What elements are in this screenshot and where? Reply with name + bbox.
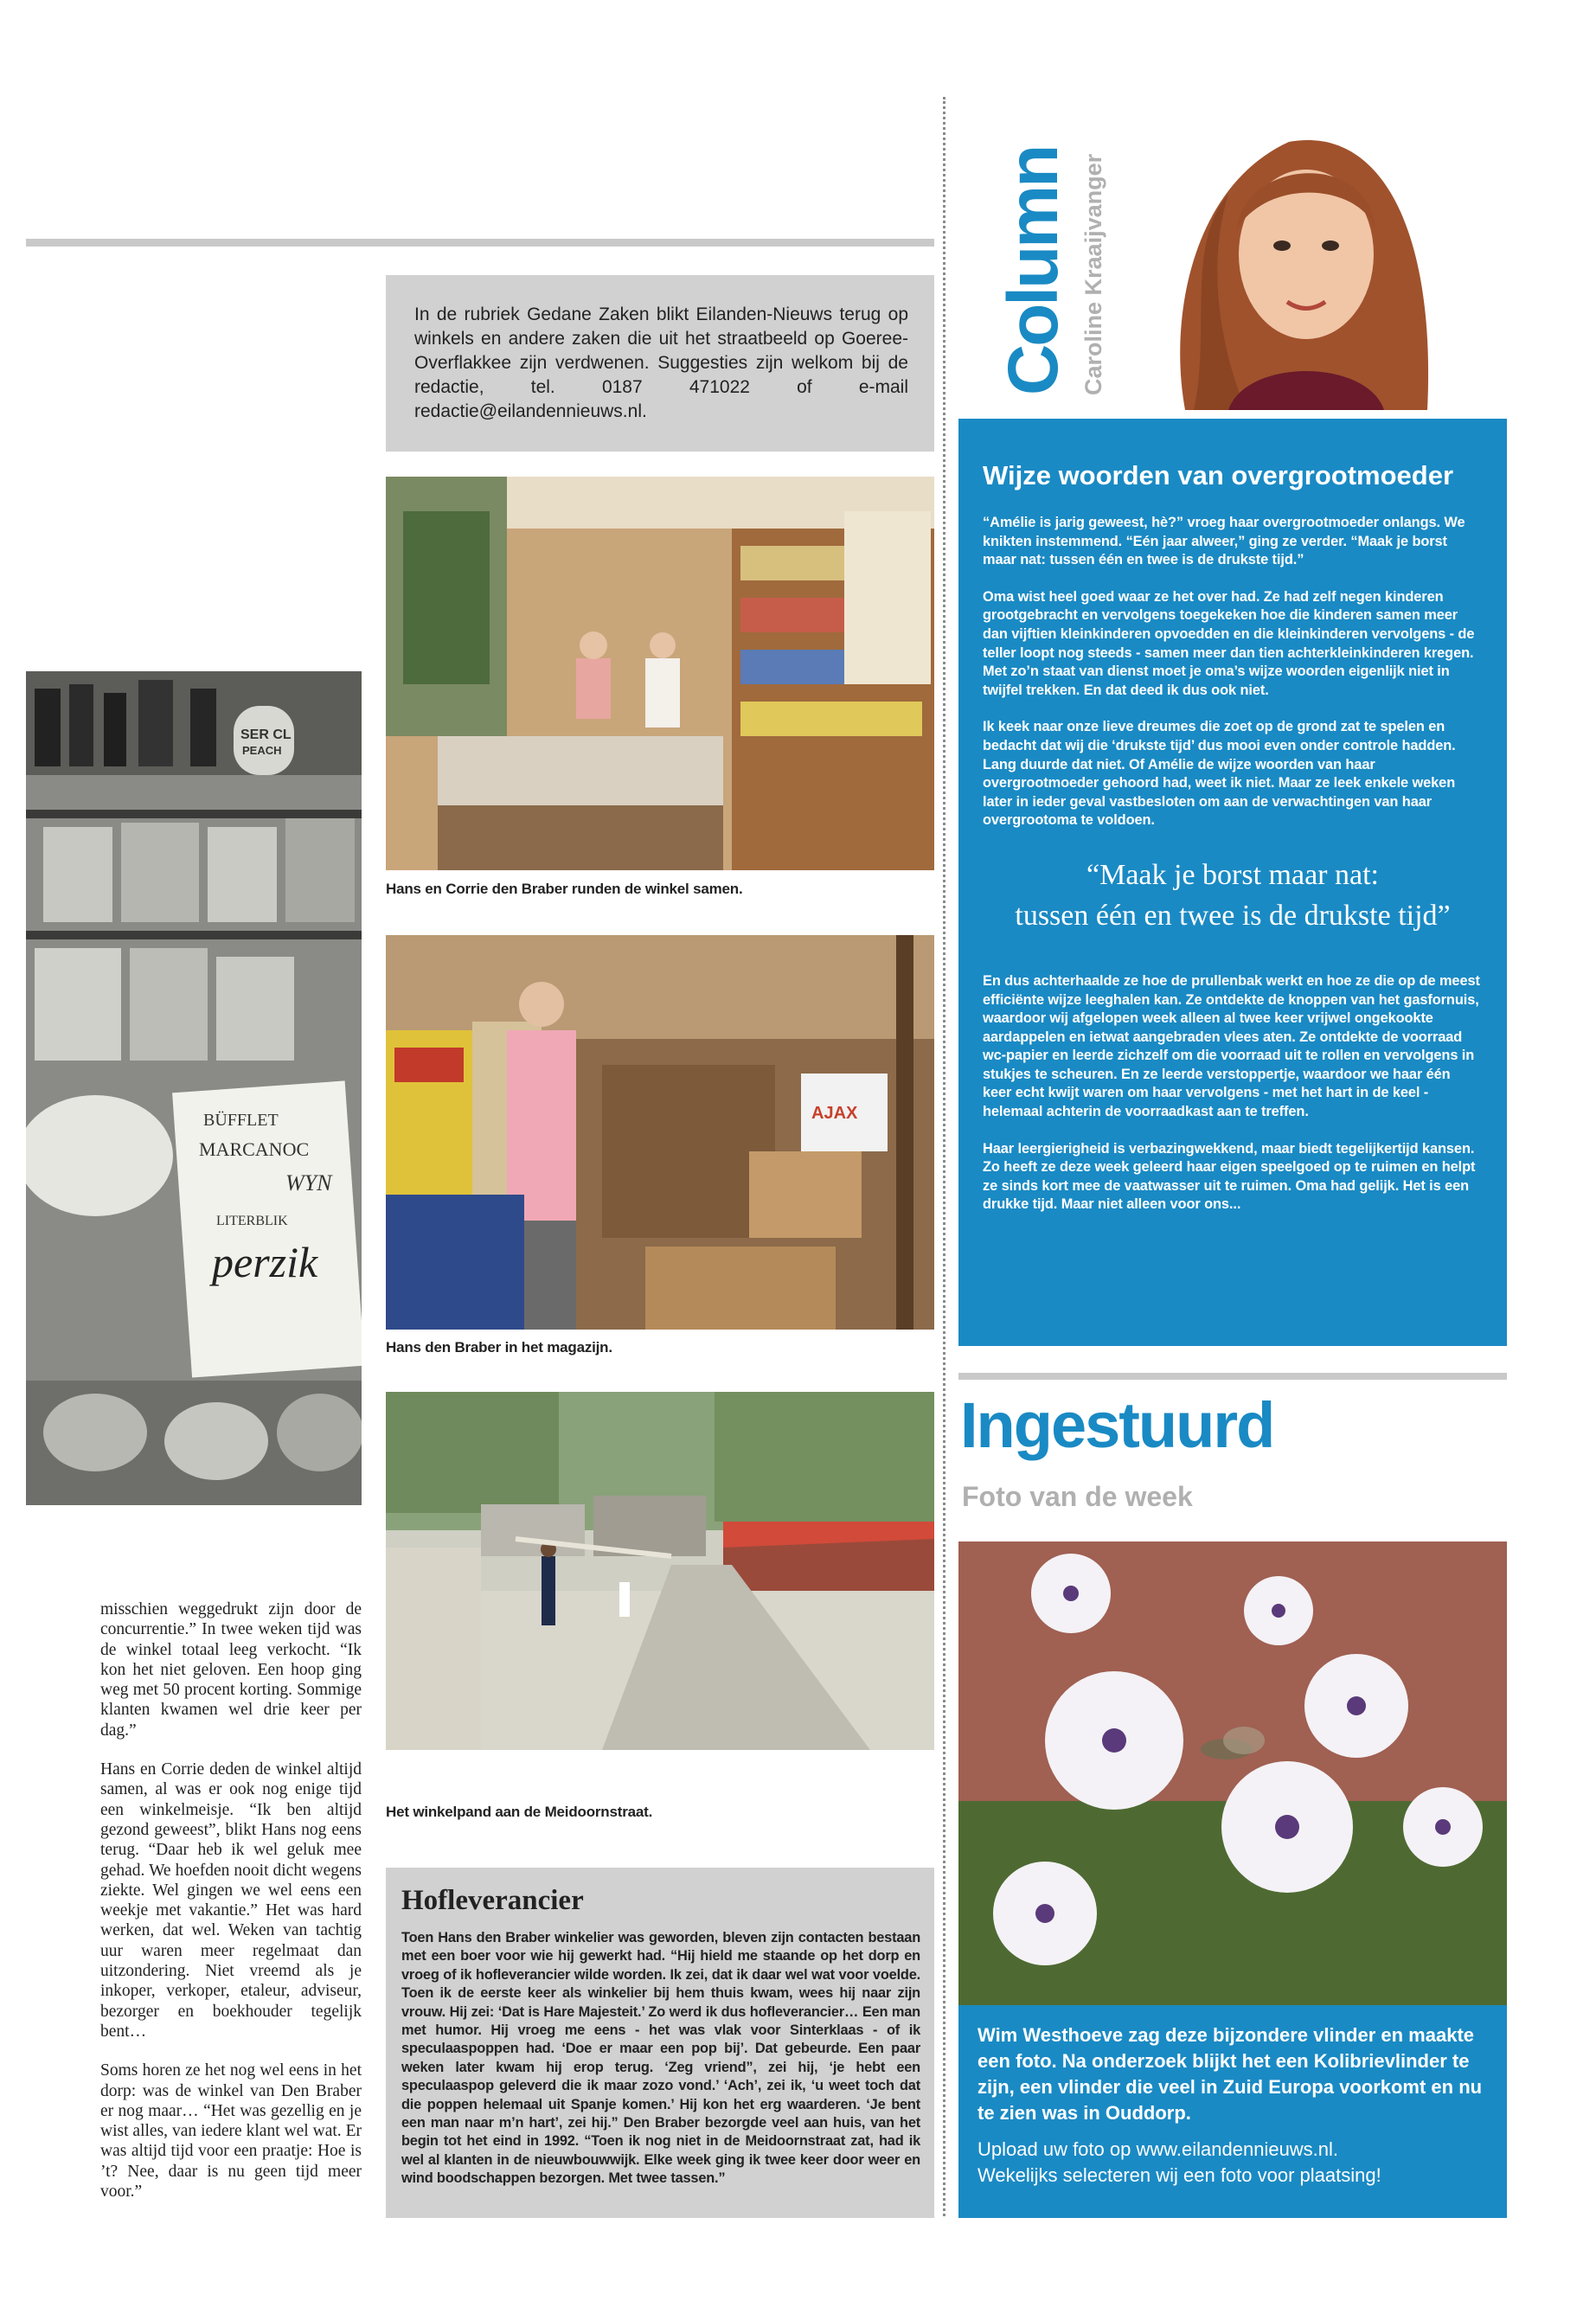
sign-line-4: LITERBLIK bbox=[216, 1214, 288, 1228]
flower-photo bbox=[958, 1541, 1507, 2005]
upload-note bbox=[977, 2137, 1488, 2189]
warehouse-box-label: AJAX bbox=[811, 1104, 858, 1123]
sign-big: perzik bbox=[212, 1238, 318, 1286]
hofleverancier-box bbox=[386, 1868, 934, 2218]
sign-line-3: WYN bbox=[285, 1170, 332, 1195]
pull-quote-line-1: “Maak je borst maar nat: bbox=[1086, 858, 1379, 891]
column-paragraph: Oma wist heel goed waar ze het over had. Ze had zelf negen kinderen grootgebracht en vervolgens toegekeken hoe die kinderen samen meer dan vijftien kleinkinderen opvoedden en die kleinkinderen vervolgens - de teller loopt nog steeds - samen meer dan tien achterkleinkinderen kregen. Met zo’n staat van dienst moet je oma’s wijze woorden eigenlijk niet in twijfel trekken. En dat deed ik dus ook niet. bbox=[983, 588, 1475, 698]
can-label-2: PEACH bbox=[242, 744, 282, 757]
pull-quote bbox=[983, 855, 1483, 936]
foto-van-de-week-subheading: Foto van de week bbox=[962, 1481, 1193, 1512]
hofleverancier-title: Hofleverancier bbox=[401, 1885, 584, 1916]
top-rule bbox=[26, 239, 934, 247]
sign-line-2: MARCANOC bbox=[199, 1138, 310, 1160]
street-photo bbox=[386, 1392, 934, 1750]
column-divider bbox=[943, 97, 945, 2216]
article-paragraph: misschien weggedrukt zijn door de concurrentie.” In twee weken tijd was de winkel totaal leeg verkocht. “Ik kon het niet geloven. Een hoop ging weg met 50 procent korting. Sommige klanten kwamen wel drie keer per dag.” bbox=[100, 1600, 362, 1740]
intro-text: In de rubriek Gedane Zaken blikt Eilanden-Nieuws terug op winkels en andere zaken die uit het straatbeeld op Goeree-Overflakkee zijn verdwenen. Suggesties zijn welkom bij de redactie, tel. 0187 471022 of e-mail redactie@eilandennieuws.nl. bbox=[414, 304, 908, 421]
warehouse-photo bbox=[386, 935, 934, 1330]
street-caption: Het winkelpand aan de Meidoornstraat. bbox=[386, 1804, 653, 1820]
author-portrait bbox=[1133, 107, 1462, 410]
shop-interior-caption: Hans en Corrie den Braber runden de winkel samen. bbox=[386, 881, 743, 897]
column-box bbox=[958, 419, 1507, 1346]
column-label bbox=[995, 131, 1073, 395]
shop-interior-photo bbox=[386, 477, 934, 870]
article-continuation bbox=[100, 1599, 362, 2221]
column-paragraph: En dus achterhaalde ze hoe de prullenbak werkt en hoe ze die op de meest efficiënte wijze leeghalen kan. Ze ontdekte de knoppen van het gasfornuis, waardoor wij afgelopen week alleen al twee keer vrijwel ongekookte aardappelen en ietwat aangebraden vlees aten. Ze ontdekte de voorraad wc-papier en leerde zichzelf om die voorraad uit te rollen en vervolgens in stukjes te scheuren. En ze leerde verstoppertje, waardoor we haar één keer echt kwijt waren om haar vervolgens - met het hart in de keel - helemaal achterin de voorraadkast aan te treffen. bbox=[983, 972, 1480, 1120]
section-rule bbox=[958, 1373, 1507, 1380]
column-paragraph: Ik keek naar onze lieve dreumes die zoet op de grond zat te spelen en bedacht dat wij die ‘drukste tijd’ dus mooi even onder controle hadden. Lang duurde dat niet. Of Amélie de wijze woorden van haar overgrootmoeder gehoord had, weet ik niet. Maar ze leek enkele weken later in ieder geval vastbesloten om aan de verwachtingen van haar overgrootoma te voldoen. bbox=[983, 719, 1456, 829]
ingestuurd-heading: Ingestuurd bbox=[960, 1389, 1274, 1461]
can-label: SER CL bbox=[240, 727, 292, 742]
column-paragraph: Haar leergierigheid is verbazingwekkend, maar biedt tegelijkertijd kansen. Zo heeft ze deze week geleerd haar eigen speelgoed op te ruimen en helpt ze sinds kort mee de vaatwasser uit te ruimen. Oma had gelijk. Het is een drukke tijd. Maar niet alleen voor ons... bbox=[983, 1140, 1476, 1213]
hofleverancier-body: Toen Hans den Braber winkelier was geworden, bleven zijn contacten bestaan met een boer voor wie hij gewerkt had. “Hij hield me staande op het dorp en vroeg of ik hofleverancier wilde worden. Ik zei, dat ik daar wel wat voor voelde. Toen ik de eerste keer als winkelier bij hem thuis kwam, wees hij naar zijn vrouw. Hij zei: ‘Dat is Hare Majesteit.’ Zo werd ik dus hofleverancier… Een man met humor. Hij vroeg me eens - het was vlak voor Sinterklaas - of ik speculaaspoppen had. ‘Doe er maar een pop bij’. Dat gebeurde. Een paar weken later kwam hij erop terug. ‘Zeg vriend”, zei hij, ‘je hebt een speculaaspop geleverd die ik maar zozo vond.’ ‘Ach’, zei ik, ‘u weet toch dat die poppen helemaal uit Spanje komen.’ Hij kon het erg waarderen. ‘Je bent een man naar m’n hart’, zei hij.” Den Braber bezorgde veel aan huis, van het begin tot het eind in 1992. “Toen ik nog niet in de Meidoornstraat zat, had ik wel al klanten in de nieuwbouwwijk. Elke week ging ik twee keer door weer en wind boodschappen bezorgen. Met twee tassen.” bbox=[401, 1930, 920, 2187]
photo-of-week-caption: Wim Westhoeve zag deze bijzondere vlinder en maakte een foto. Na onderzoek blijkt het een Kolibrievlinder te zijn, een vlinder die veel in Zuid Europa voorkomt en nu te zien was in Ouddorp. bbox=[977, 2024, 1483, 2124]
article-paragraph: Soms horen ze het nog wel eens in het dorp: was de winkel van Den Braber er nog maar… “Het was gezellig en je wist alles, van iedere klant wel wat. Er was altijd tijd voor een praatje: Hoe is ’t? Nee, daar is nu geen tijd meer voor.” bbox=[100, 2061, 362, 2202]
column-label-text: Column bbox=[994, 146, 1073, 395]
upload-line-2: Wekelijks selecteren wij een foto voor plaatsing! bbox=[977, 2164, 1381, 2186]
warehouse-caption: Hans den Braber in het magazijn. bbox=[386, 1339, 612, 1356]
column-title: Wijze woorden van overgrootmoeder bbox=[983, 460, 1454, 490]
intro-box bbox=[386, 275, 934, 452]
upload-line-1: Upload uw foto op www.eilandennieuws.nl. bbox=[977, 2138, 1339, 2160]
article-paragraph: Hans en Corrie deden de winkel altijd samen, al was er ook nog enige tijd een winkelmeisje. “Ik ben altijd gezond geweest”, blikt Hans nog eens terug. “Daar heb ik wel geluk mee gehad. We hoefden nooit dicht wegens ziekte. Wel gingen we wel eens een weekje met vakantie.” Het was hard werken, dat wel. Weken van tachtig uur waren meer regelmaat dan uitzondering. Niet vreemd als je inkoper, verkoper, etaleur, adviseur, bezorger en boekhouder tegelijk bent… bbox=[100, 1760, 362, 2041]
pull-quote-line-2: tussen één en twee is de drukste tijd” bbox=[1015, 899, 1451, 932]
column-author-text: Caroline Kraaijvanger bbox=[1080, 153, 1106, 395]
column-author bbox=[1078, 131, 1109, 395]
sign-line-1: BÜFFLET bbox=[203, 1111, 279, 1130]
old-shop-photo bbox=[26, 671, 362, 1505]
column-paragraph: “Amélie is jarig geweest, hè?” vroeg haar overgrootmoeder onlangs. We knikten instemmend. “Eén jaar alweer,” ging ze verder. “Maak je borst maar nat: tussen één en twee is de drukste tijd.” bbox=[983, 515, 1465, 568]
photo-caption-box bbox=[958, 2005, 1507, 2218]
